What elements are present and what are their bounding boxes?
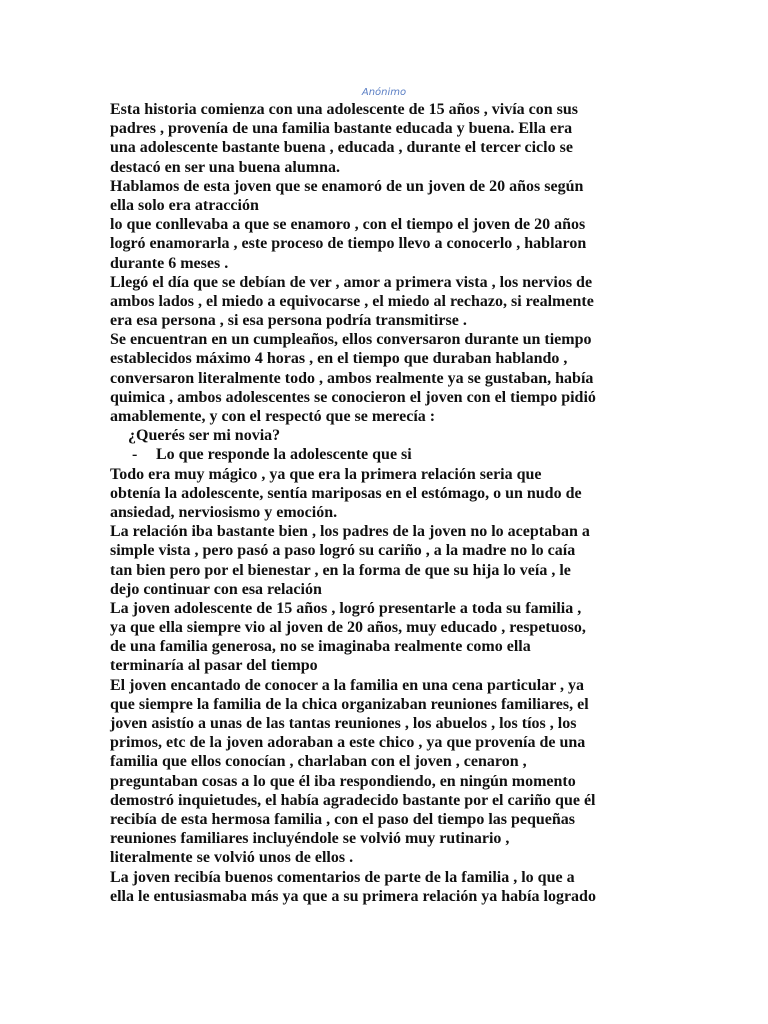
text-line: ella le entusiasmaba más ya que a su primera relación ya había logrado	[110, 887, 596, 905]
question-line: ¿Querés ser mi novia?	[128, 427, 281, 445]
text-line: durante 6 meses .	[110, 254, 229, 272]
text-line: conversaron literalmente todo , ambos realmente ya se gustaban, había	[110, 369, 594, 387]
bullet-item	[110, 445, 670, 464]
text-line: terminaría al pasar del tiempo	[110, 657, 318, 675]
text-line: obtenía la adolescente, sentía mariposas en el estómago, o un nudo de	[110, 484, 582, 502]
text-line: ella solo era atracción	[110, 196, 259, 214]
text-line: lo que conllevaba a que se enamoro , con el tiempo el joven de 20 años	[110, 216, 586, 234]
text-line: destacó en ser una buena alumna.	[110, 158, 340, 176]
text-line: una adolescente bastante buena , educada , durante el tercer ciclo se	[110, 139, 573, 157]
text-line: literalmente se volvió unos de ellos .	[110, 849, 354, 867]
text-line: primos, etc de la joven adoraban a este chico , ya que provenía de una	[110, 734, 586, 752]
text-line: Llegó el día que se debían de ver , amor a primera vista , los nervios de	[110, 273, 593, 291]
text-line: demostró inquietudes, el había agradecido bastante por el cariño que él	[110, 791, 596, 809]
text-line: era esa persona , si esa persona podría transmitirse .	[110, 312, 467, 330]
text-line: Esta historia comienza con una adolescente de 15 años , vivía con sus	[110, 101, 579, 118]
text-line: La relación iba bastante bien , los padres de la joven no lo aceptaban a	[110, 523, 590, 541]
text-line: El joven encantado de conocer a la familia en una cena particular , ya	[110, 676, 585, 694]
text-line: La joven recibía buenos comentarios de parte de la familia , lo que a	[110, 868, 575, 886]
text-line: establecidos máximo 4 horas , en el tiempo que duraban hablando ,	[110, 350, 568, 368]
text-line: Hablamos de esta joven que se enamoró de un joven de 20 años según	[110, 177, 584, 195]
text-line: familia que ellos conocían , charlaban con el joven , cenaron ,	[110, 753, 527, 771]
text-line: amablemente, y con el respectó que se merecía :	[110, 408, 436, 425]
text-line: Todo era muy mágico , ya que era la primera relación seria que	[110, 465, 542, 483]
text-line: que siempre la familia de la chica organizaban reuniones familiares, el	[110, 695, 589, 713]
text-line: de una familia generosa, no se imaginaba realmente como ella	[110, 638, 531, 656]
text-line: La joven adolescente de 15 años , logró presentarle a toda su familia ,	[110, 599, 582, 617]
bullet-text: Lo que responde la adolescente que si	[156, 446, 412, 464]
text-line: quimica , ambos adolescentes se conocieron el joven con el tiempo pidió	[110, 388, 596, 406]
text-line: joven asistío a unas de las tantas reuniones , los abuelos , los tíos , los	[110, 715, 577, 732]
text-line: ansiedad, nerviosismo y emoción.	[110, 503, 338, 521]
story-body	[110, 100, 670, 906]
text-line: ya que ella siempre vio al joven de 20 años, muy educado , respetuoso,	[110, 619, 586, 637]
bullet-dash: -	[132, 446, 138, 464]
text-line: preguntaban cosas a lo que él iba respondiendo, en ningún momento	[110, 772, 576, 790]
text-line: recibía de esta hermosa familia , con el paso del tiempo las pequeñas	[110, 810, 576, 828]
text-line: dejo continuar con esa relación	[110, 580, 322, 598]
text-line: reuniones familiares incluyéndole se volvió muy rutinario ,	[110, 830, 510, 848]
text-line: Se encuentran en un cumpleaños, ellos conversaron durante un tiempo	[110, 331, 592, 349]
text-line: tan bien pero por el bienestar , en la forma de que su hija lo veía , le	[110, 561, 571, 579]
text-line: padres , provenía de una familia bastante educada y buena. Ella era	[110, 120, 573, 138]
text-line: simple vista , pero pasó a paso logró su cariño , a la madre no lo caía	[110, 542, 576, 560]
text-line: ambos lados , el miedo a equivocarse , el miedo al rechazo, si realmente	[110, 292, 594, 310]
text-line: logró enamorarla , este proceso de tiempo llevo a conocerlo , hablaron	[110, 235, 587, 253]
author-header: Anónimo	[361, 87, 407, 98]
